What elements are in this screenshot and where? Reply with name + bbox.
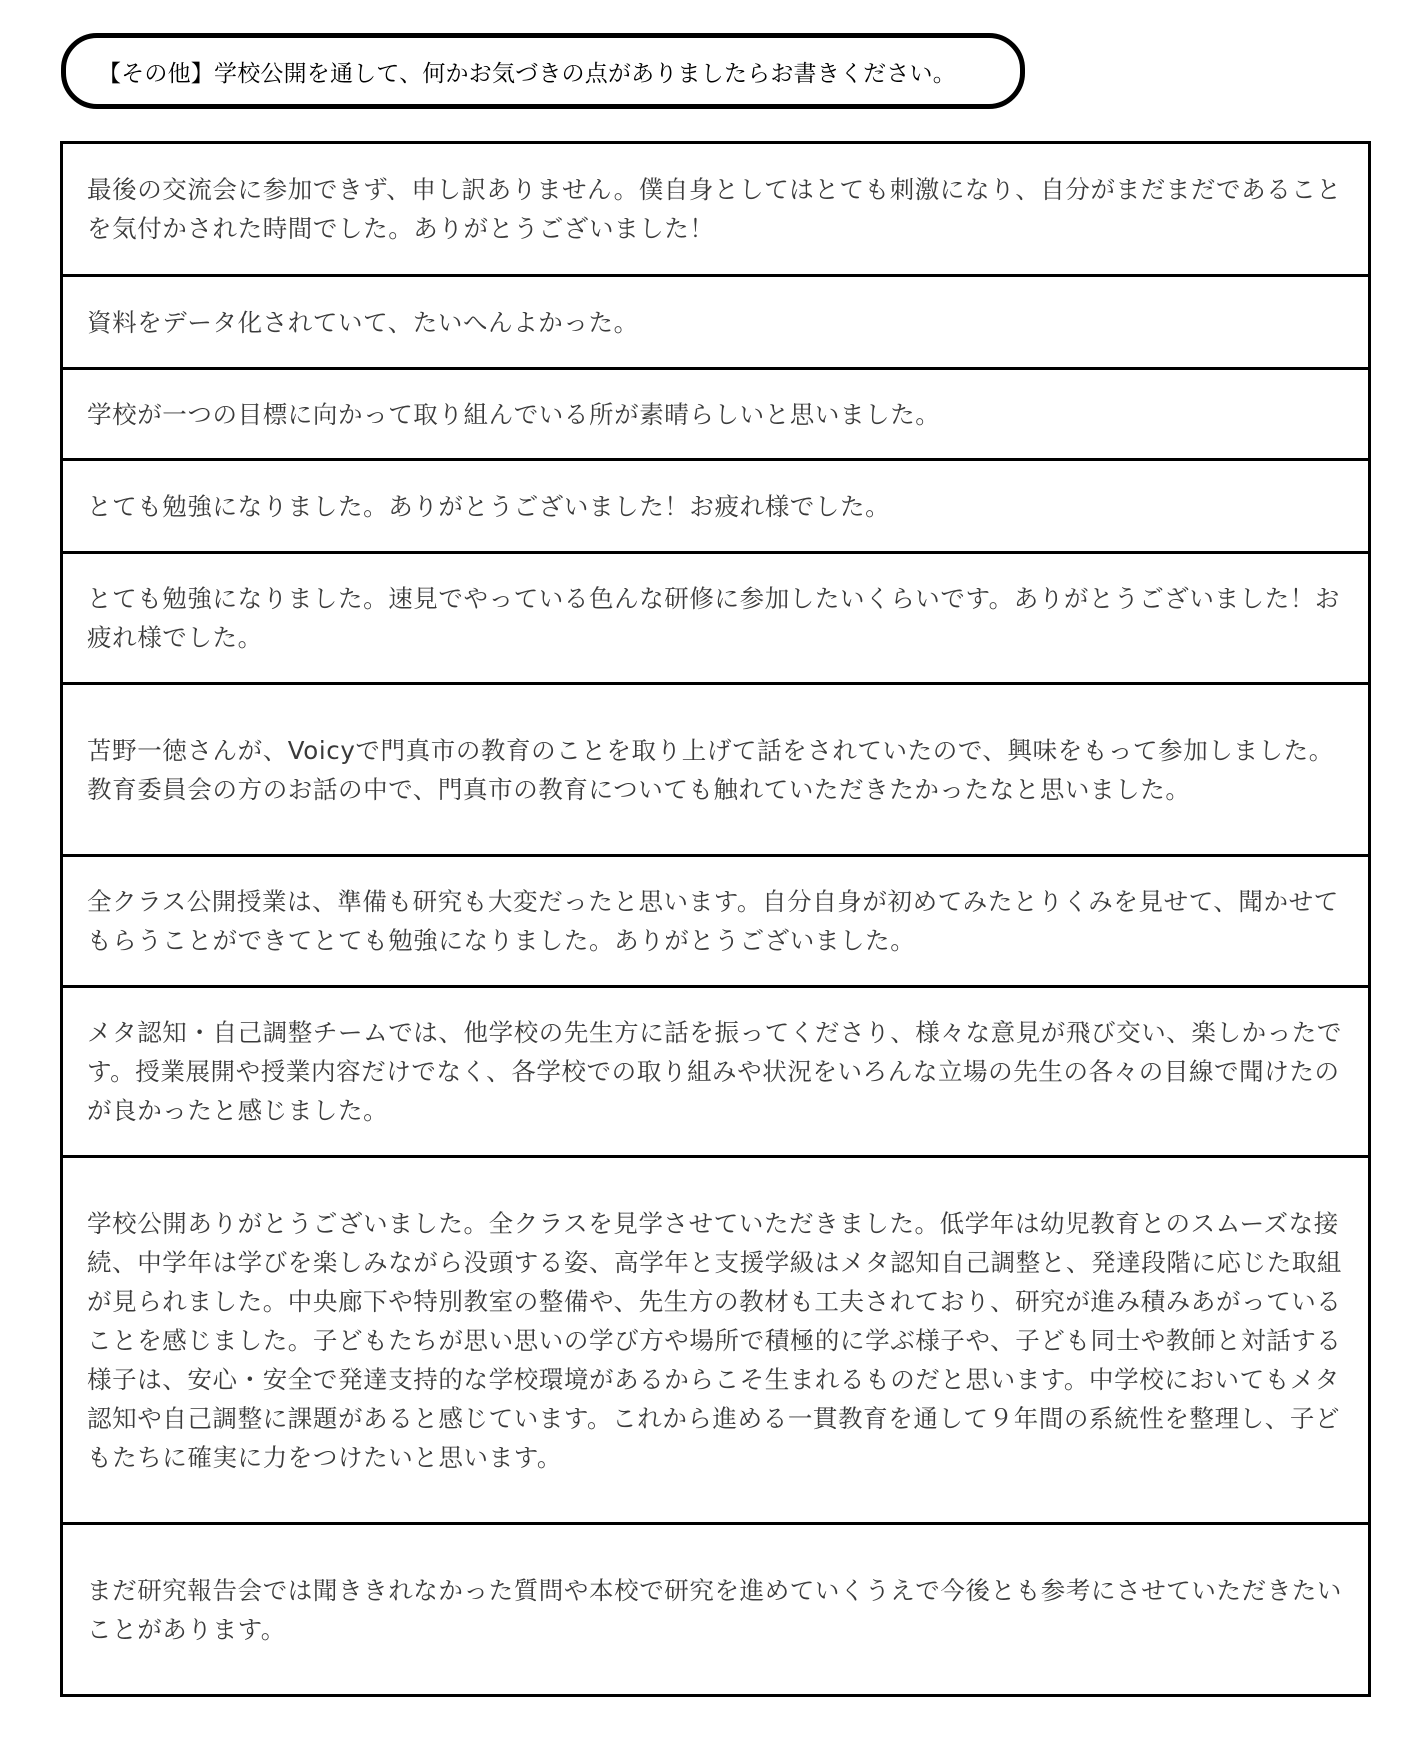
response-row bbox=[63, 144, 1368, 274]
response-text: 最後の交流会に参加できず、申し訳ありません。僕自身としてはとても刺激になり、自分がまだまだであることを気付かされた時間でした。ありがとうございました！ bbox=[87, 175, 1342, 243]
response-text: 全クラス公開授業は、準備も研究も大変だったと思います。自分自身が初めてみたとりくみを見せて、聞かせてもらうことができてとても勉強になりました。ありがとうございました。 bbox=[87, 887, 1339, 955]
question-header bbox=[61, 33, 1025, 109]
response-row bbox=[63, 682, 1368, 854]
response-row bbox=[63, 551, 1368, 682]
response-row bbox=[63, 985, 1368, 1155]
response-row bbox=[63, 1522, 1368, 1694]
response-text: とても勉強になりました。速見でやっている色んな研修に参加したいくらいです。ありがとうございました！お疲れ様でした。 bbox=[87, 584, 1341, 652]
response-row bbox=[63, 1155, 1368, 1522]
response-text: 学校公開ありがとうございました。全クラスを見学させていただきました。低学年は幼児教育とのスムーズな接続、中学年は学びを楽しみながら没頭する姿、高学年と支援学級はメタ認知自己調整と、発達段階に応じた取組が見られました。中央廊下や特別教室の整備や、先生方の教材も工夫されており、研究が進み積みあがっていることを感じました。子どもたちが思い思いの学び方や場所で積極的に学ぶ様子や、子ども同士や教師と対話する様子は、安心・安全で発達支持的な学校環境があるからこそ生まれるものだと思います。中学校においてもメタ認知や自己調整に課題があると感じています。これから進める一貫教育を通して９年間の系統性を整理し、子どもたちに確実に力をつけたいと思います。 bbox=[87, 1208, 1342, 1472]
response-text: メタ認知・自己調整チームでは、他学校の先生方に話を振ってくださり、様々な意見が飛び交い、楽しかったです。授業展開や授業内容だけでなく、各学校での取り組みや状況をいろんな立場の先生の各々の目線で聞けたのが良かったと感じました。 bbox=[87, 1018, 1342, 1125]
question-title: 【その他】学校公開を通して、何かお気づきの点がありましたらお書きください。 bbox=[98, 60, 956, 87]
response-text: とても勉強になりました。ありがとうございました！お疲れ様でした。 bbox=[87, 491, 891, 521]
responses-table bbox=[60, 141, 1371, 1697]
response-text: 資料をデータ化されていて、たいへんよかった。 bbox=[87, 307, 639, 337]
response-row bbox=[63, 367, 1368, 458]
response-text: 学校が一つの目標に向かって取り組んでいる所が素晴らしいと思いました。 bbox=[87, 399, 941, 429]
response-row bbox=[63, 458, 1368, 551]
response-text: 苫野一徳さんが、Voicyで門真市の教育のことを取り上げて話をされていたので、興味をもって参加しました。教育委員会の方のお話の中で、門真市の教育についても触れていただきたかったなと思いました。 bbox=[87, 735, 1334, 804]
response-text: まだ研究報告会では聞ききれなかった質問や本校で研究を進めていくうえで今後とも参考にさせていただきたいことがあります。 bbox=[87, 1575, 1342, 1644]
response-row bbox=[63, 854, 1368, 985]
response-row bbox=[63, 274, 1368, 367]
